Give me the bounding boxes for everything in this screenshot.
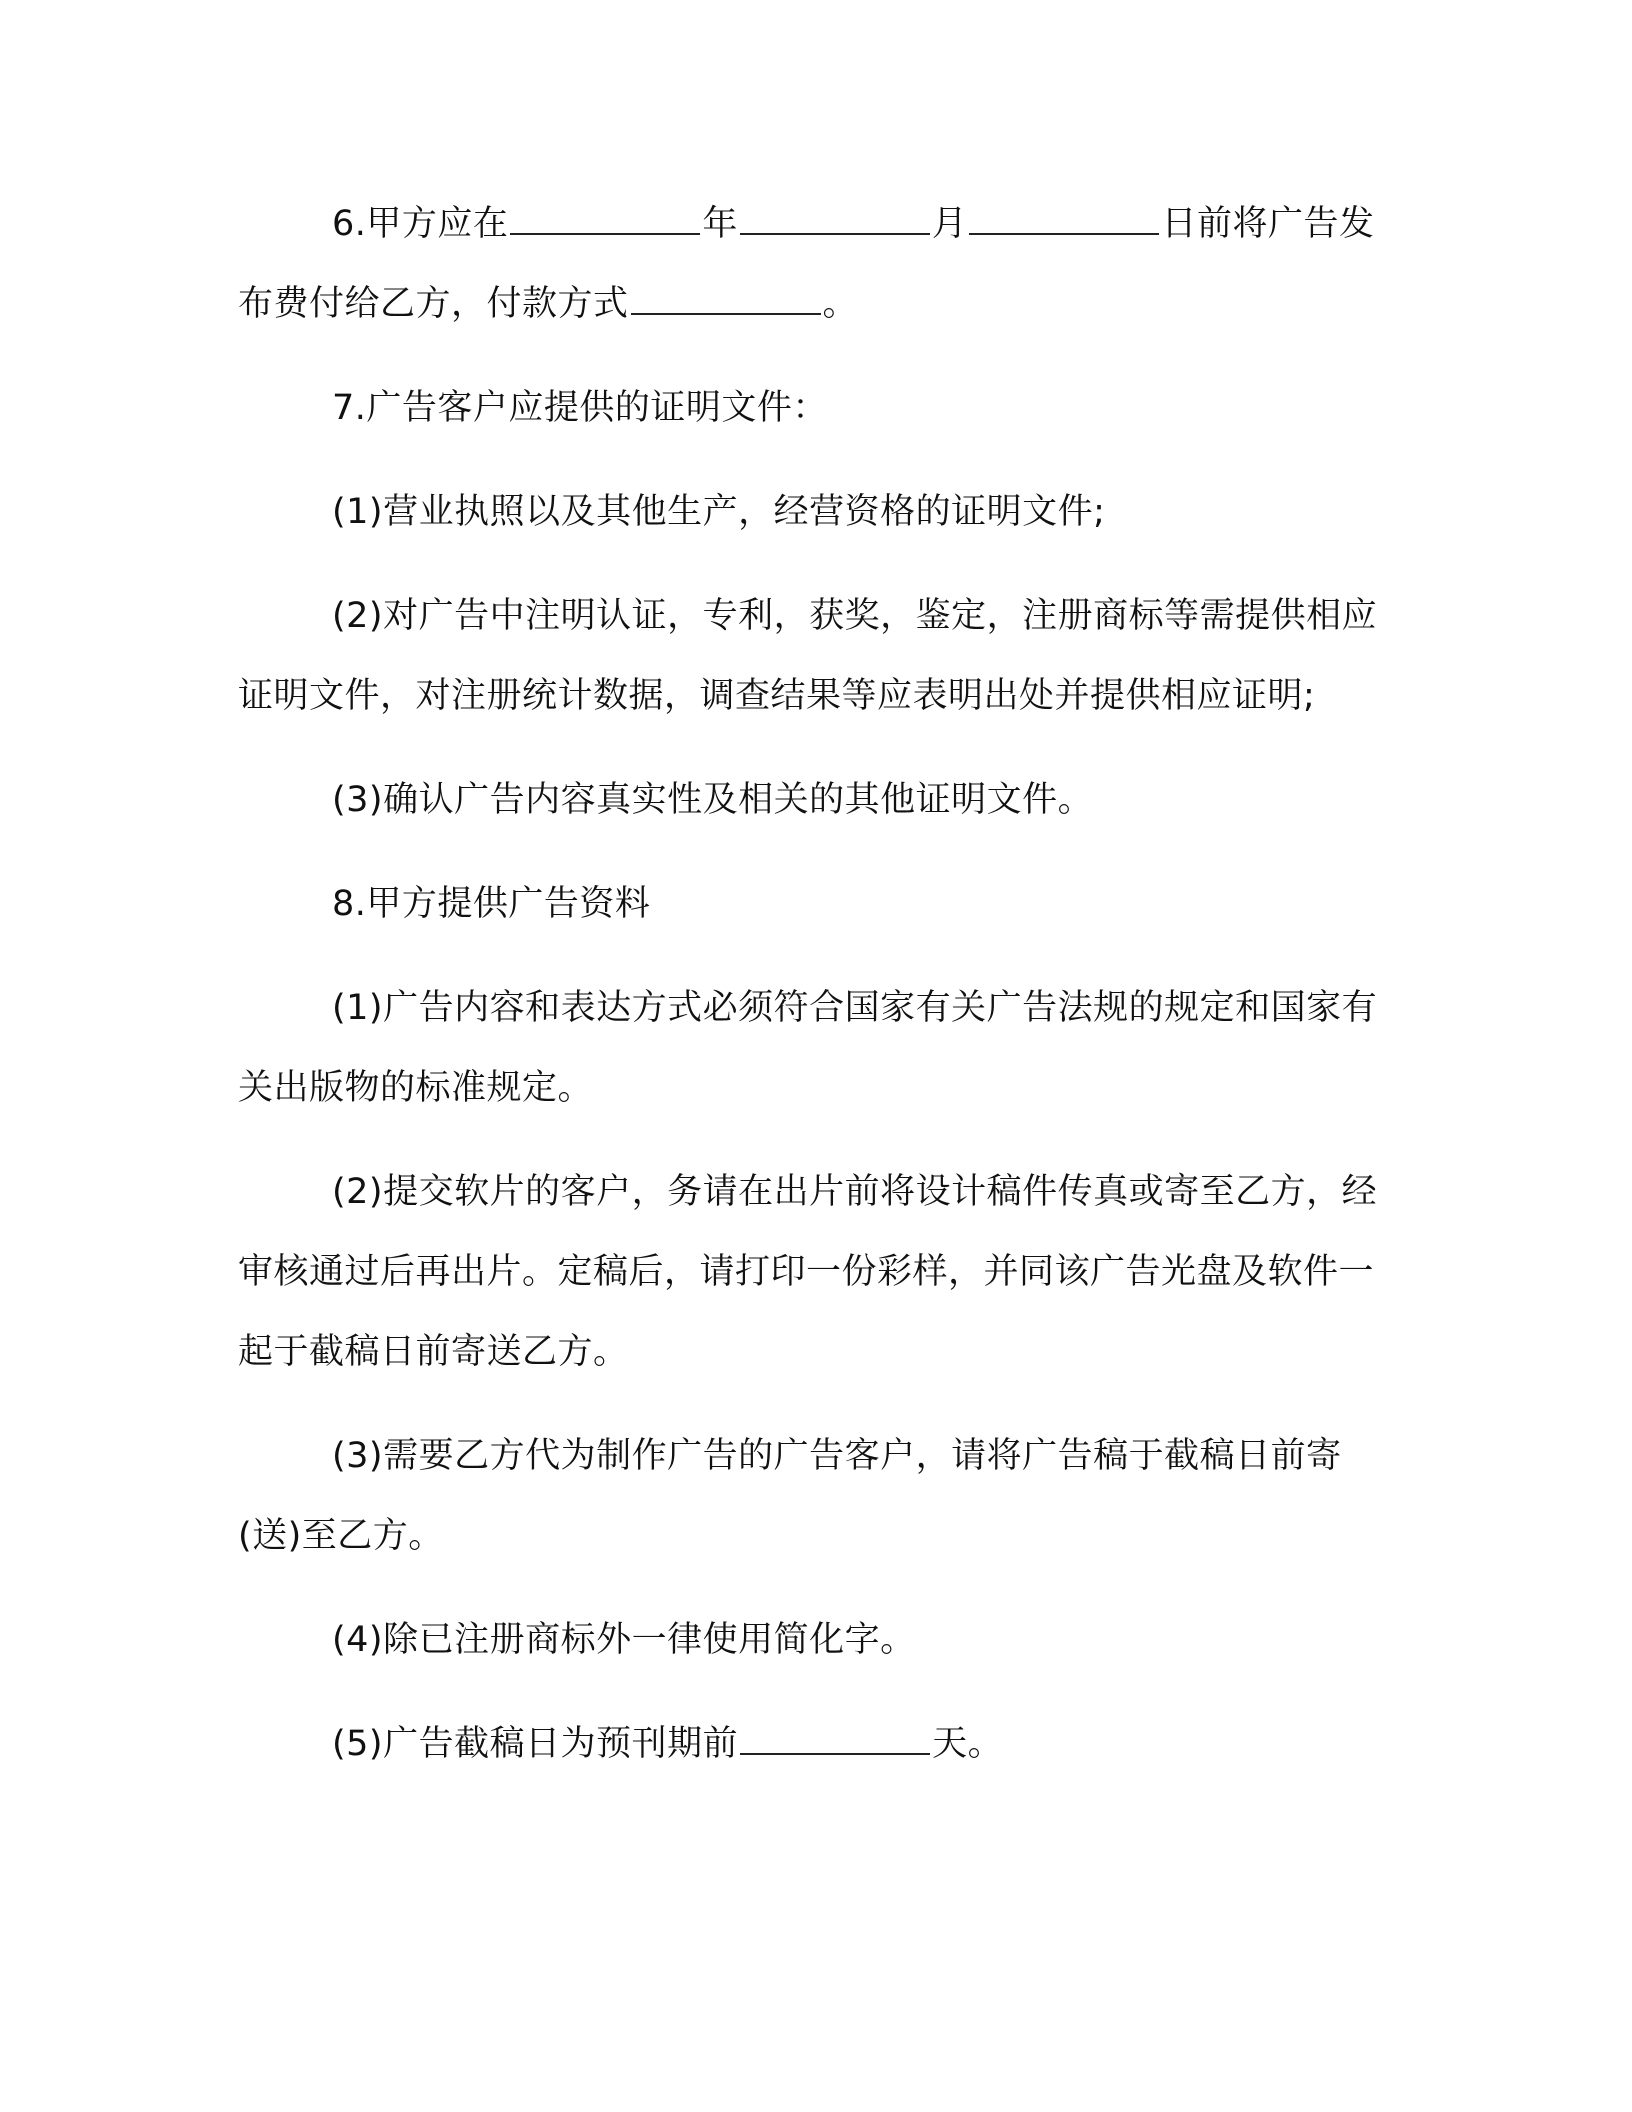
- clause-7: 7.广告客户应提供的证明文件：: [332, 388, 828, 428]
- clause-8-item-5: [238, 1704, 1388, 1784]
- clause-8-item-5-suffix: 天。: [932, 1724, 1004, 1764]
- clause-7-item-3: (3)确认广告内容真实性及相关的其他证明文件。: [332, 780, 1094, 820]
- clause-8-item-5-prefix: (5)广告截稿日为预刊期前: [332, 1724, 739, 1764]
- clause-8-item-3: (3)需要乙方代为制作广告的广告客户，请将广告稿于截稿日前寄(送)至乙方。: [238, 1436, 1342, 1556]
- month-blank: [740, 203, 930, 235]
- document-body: [238, 184, 1388, 1784]
- clause-7-item-1: (1)营业执照以及其他生产，经营资格的证明文件;: [332, 492, 1106, 532]
- day-blank: [969, 203, 1159, 235]
- clause-6-end: 。: [822, 284, 859, 324]
- clause-8-item-1: (1)广告内容和表达方式必须符合国家有关广告法规的规定和国家有关出版物的标准规定。: [238, 988, 1378, 1108]
- clause-8-item-2: (2)提交软片的客户，务请在出片前将设计稿件传真或寄至乙方，经审核通过后再出片。定稿后，请打印一份彩样，并同该广告光盘及软件一起于截稿日前寄送乙方。: [238, 1172, 1378, 1372]
- clause-6: [238, 184, 1388, 344]
- days-blank: [740, 1723, 930, 1755]
- year-blank: [510, 203, 700, 235]
- payment-method-blank: [631, 283, 821, 315]
- clause-6-suffix: 日前将广告发布费付给乙方，付款方式: [238, 204, 1375, 324]
- clause-8: 8.甲方提供广告资料: [332, 884, 651, 924]
- clause-6-year: 年: [702, 204, 738, 244]
- clause-6-month: 月: [931, 204, 968, 244]
- clause-6-prefix: 6.甲方应在: [332, 204, 509, 244]
- clause-8-item-4: (4)除已注册商标外一律使用简化字。: [332, 1620, 916, 1660]
- clause-7-item-2: (2)对广告中注明认证，专利，获奖，鉴定，注册商标等需提供相应证明文件，对注册统计数据，调查结果等应表明出处并提供相应证明;: [238, 596, 1378, 716]
